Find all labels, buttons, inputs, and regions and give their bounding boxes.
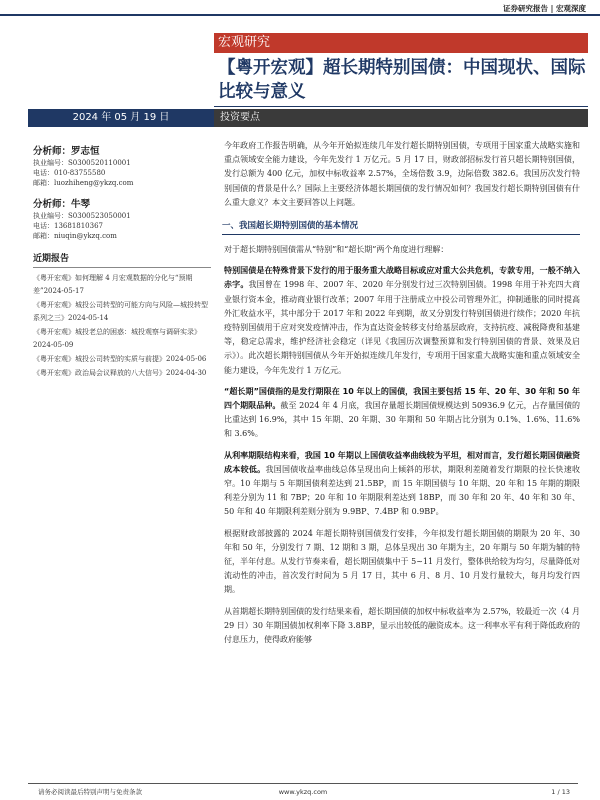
key-points-header: 投资要点 xyxy=(214,109,588,127)
report-title: 【粤开宏观】超长期特别国债：中国现状、国际比较与意义 xyxy=(218,58,586,102)
analyst-license: 执业编号：S0300523050001 xyxy=(33,212,131,220)
section-heading: 一、我国超长期特别国债的基本情况 xyxy=(222,217,580,235)
analyst-email[interactable]: 邮箱：niuqin@ykzq.com xyxy=(33,232,117,240)
analyst-email[interactable]: 邮箱：luozhiheng@ykzq.com xyxy=(33,179,134,187)
analyst-card xyxy=(33,145,211,188)
website-link[interactable]: www.ykzq.com xyxy=(278,788,328,796)
intro-paragraph: 今年政府工作报告明确，从今年开始拟连续几年发行超长期特别国债，专项用于国家重大战略实施和重点领域安全能力建设，今年先发行 1 万亿元。5 月 17 日，财政部招标发行首只超长期特别国债，发行总额为 400 亿元，加权中标收益率 2.57%，全场倍数 3.9，边际倍数 382.6。我国历次发行特别国债的背景是什么？国际上主要经济体超长期国债的发行情况如何？我国发行超长期特别国债有什么重大意义？本文主要回答以上问题。 xyxy=(224,141,580,207)
recent-report-item[interactable]: 《粤开宏观》政治局会议释放的八大信号》2024-04-30 xyxy=(33,369,207,377)
key-sentence: 从利率期限结构来看，我国 10 年期以上国债收益率曲线较为平坦，相对而言，发行超长期国债融资成本较低。 xyxy=(224,450,580,474)
body-paragraph: 根据财政部披露的 2024 年超长期特别国债发行安排，今年拟发行超长期国债的期限为 20 年、30 年和 50 年，分别发行 7 期、12 期和 3 期，总体呈现出 30 年期为主，20 年期与 50 年期为辅的特征，半年付息。从发行节奏来看，超长期国债集中于 5~11 月发行，整体供给较为均匀，尽量降低对流动性的冲击，首次发行时间为 5 月 17 日，其中 6 月、8 月、10 月发行量较大，每月均发行四期。 xyxy=(224,528,580,595)
analyst-name: 分析师：牛琴 xyxy=(33,199,91,210)
recent-report-item[interactable]: 《粤开宏观》城投公司转型的实质与前提》2024-05-06 xyxy=(33,355,207,363)
page-number: 1 / 13 xyxy=(551,788,570,796)
body-paragraph: 从首期超长期特别国债的发行结果来看，超长期国债的加权中标收益率为 2.57%，较最近一次（4 月 29 日）30 年期国债加权利率下降 3.8BP，显示出较低的融资成本。这一利率水平有利于降低政府的付息压力，使得政府能够 xyxy=(224,606,580,645)
top-divider xyxy=(0,14,600,16)
key-sentence: 特别国债是在特殊背景下发行的用于服务重大战略目标或应对重大公共危机，专款专用，一般不纳入赤字。 xyxy=(224,266,580,290)
body-paragraph xyxy=(224,449,580,520)
footer-divider xyxy=(28,783,578,784)
body-paragraph xyxy=(224,385,580,442)
sidebar xyxy=(33,145,211,381)
analyst-name: 分析师：罗志恒 xyxy=(33,146,100,157)
analyst-phone: 电话：010-83755580 xyxy=(33,169,106,177)
disclaimer-link[interactable]: 请务必阅读最后特别声明与免责条款 xyxy=(38,788,142,796)
title-divider xyxy=(214,106,588,107)
section-label: 宏观研究 xyxy=(214,33,588,53)
paragraph-text: 截至 2024 年 4 月底，我国存量超长期国债规模达到 50936.9 亿元，占存量国债的比重达到 16.9%，其中 15 年期、20 年期、30 年期和 50 年期占比分别为 0.1%、1.6%、11.6%和 3.6%。 xyxy=(224,401,580,439)
analyst-license: 执业编号：S0300520110001 xyxy=(33,159,131,167)
body-paragraph: 对于超长期特别国债需从“特别”和“超长期”两个角度进行理解： xyxy=(224,245,449,255)
paragraph-text: 我国曾在 1998 年、2007 年、2020 年分别发行过三次特别国债。1998 年用于补充四大商业银行资本金，推动商业银行改革；2007 年用于注册成立中投公司管理外汇，抑制通胀的同时提高外汇收益水平，其中部分于 2017 年和 2022 年到期，故又分别发行特别国债进行续作；2020 年抗疫特别国债用于应对突发疫情冲击，作为直达资金转移支付给基层政府，支持抗疫、减税降费和基建等，稳定总需求，维护经济社会稳定（详见《我国历次调整预算和发行特别国债的背景、效果及启示》）。此次超长期特别国债从今年开始拟连续几年发行，专项用于国家重大战略实施和重点领域安全能力建设，今年先发行 1 万亿元。 xyxy=(224,280,581,375)
key-sentence: “超长期”国债指的是发行期限在 10 年以上的国债，我国主要包括 15 年、20 年、30 年和 50 年四个期限品种。 xyxy=(224,386,580,411)
page-footer xyxy=(28,787,578,798)
body-paragraph xyxy=(224,264,580,378)
report-type-tag: 证券研究报告 | 宏观深度 xyxy=(503,4,586,13)
analyst-card xyxy=(33,198,211,241)
recent-report-item[interactable]: 《粤开宏观》如何理解 4 月宏观数据的分化与“预期差”2024-05-17 xyxy=(33,274,193,295)
recent-report-item[interactable]: 《粤开宏观》城投公司转型的可能方向与风险—城投转型系列之三》2024-05-14 xyxy=(33,301,208,322)
paragraph-text: 我国国债收益率曲线总体呈现出向上倾斜的形状，期限利差随着发行期限的拉长快速收窄。10 年期与 5 年期国债利差达到 21.5BP，而 15 年期国债与 10 年期、20 年和 15 年期的期限利差分别为 11 和 7BP；20 年和 10 年期限利差达到 18BP，而 30 年和 20 年、40 年和 30 年、50 年和 40 年期限利差则分别为 9.9BP、7.4BP 和 0.9BP。 xyxy=(224,464,581,517)
recent-report-item[interactable]: 《粤开宏观》城投老总的困惑：城投观察与调研实录》2024-05-09 xyxy=(33,328,201,349)
analyst-phone: 电话：13681810367 xyxy=(33,222,103,230)
report-body xyxy=(224,139,580,654)
recent-reports-title: 近期报告 xyxy=(33,251,211,268)
report-date: 2024 年 05 月 19 日 xyxy=(28,109,214,127)
recent-reports-list xyxy=(33,272,211,380)
